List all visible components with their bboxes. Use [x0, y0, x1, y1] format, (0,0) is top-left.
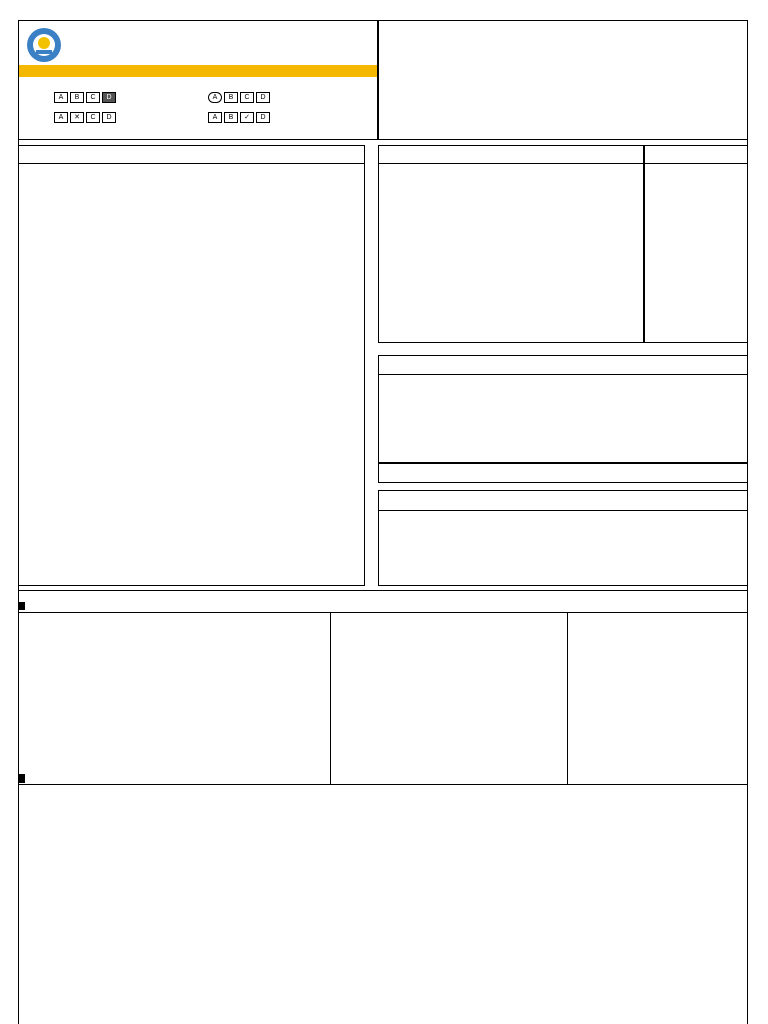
example-row-4: A B ✓ D	[208, 112, 272, 123]
sekolah-box	[378, 463, 748, 483]
example-row-1: A B C D	[54, 92, 118, 103]
example-row-2: A B C D	[208, 92, 272, 103]
divider	[378, 510, 748, 511]
tut-wuri-logo	[24, 26, 64, 64]
timing-mark	[18, 774, 25, 783]
divider	[378, 163, 644, 164]
petunjuk-box	[378, 20, 748, 140]
nama-peserta-box	[18, 145, 365, 586]
divider	[18, 784, 748, 785]
divider	[378, 374, 748, 375]
divider	[18, 590, 748, 591]
mata-ujian-box	[378, 355, 748, 463]
divider	[330, 612, 331, 784]
divider	[18, 612, 748, 613]
banner	[19, 65, 377, 77]
timing-mark	[18, 602, 25, 610]
example-row-3: A ✕ C D	[54, 112, 118, 123]
divider	[567, 612, 568, 784]
divider	[18, 163, 365, 164]
tanggal-box	[378, 490, 748, 586]
tanggal-lahir-box	[644, 145, 748, 343]
divider	[644, 163, 748, 164]
nomor-peserta-box	[378, 145, 644, 343]
